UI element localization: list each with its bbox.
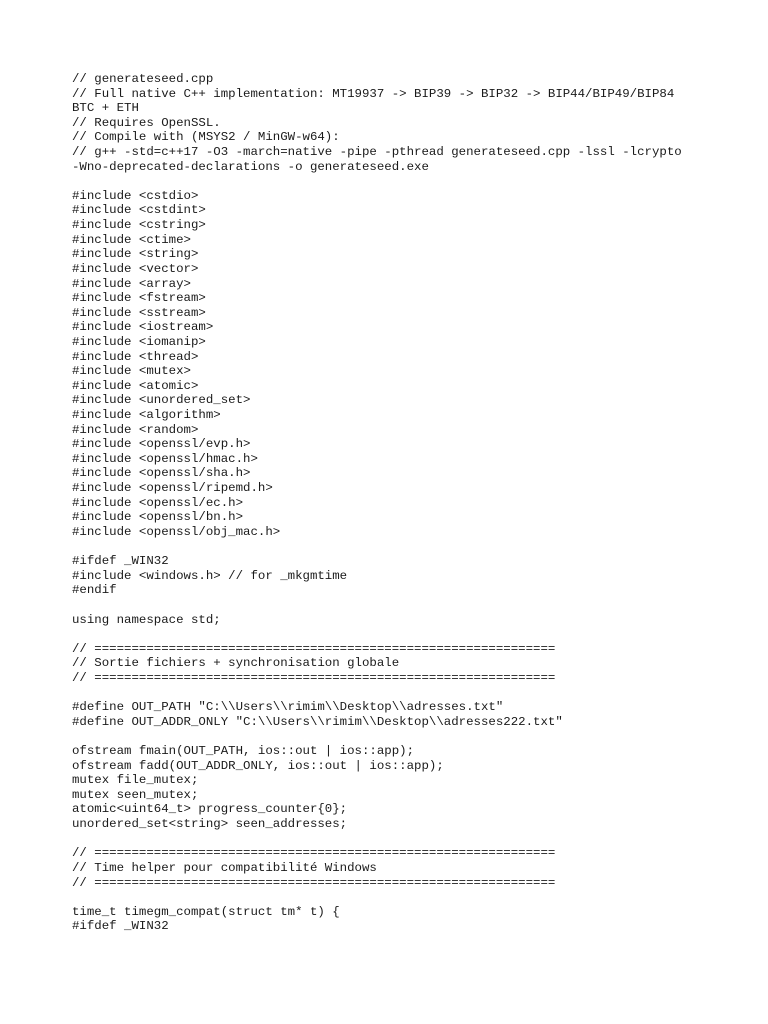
code-line: #include <cstring> xyxy=(72,218,206,233)
code-line: atomic<uint64_t> progress_counter{0}; xyxy=(72,802,348,817)
code-line: #include <openssl/ripemd.h> xyxy=(72,481,273,496)
code-line: #include <iomanip> xyxy=(72,334,206,349)
code-line: #include <random> xyxy=(72,422,199,437)
code-line: #include <openssl/hmac.h> xyxy=(72,451,258,466)
code-line: #define OUT_PATH "C:\\Users\\rimim\\Desktop\\adresses.txt" xyxy=(72,700,504,715)
code-line: ofstream fmain(OUT_PATH, ios::out | ios::app); xyxy=(72,744,415,759)
code-line: #include <windows.h> // for _mkgmtime xyxy=(72,568,348,583)
code-line: #include <ctime> xyxy=(72,232,191,247)
code-line: // Time helper pour compatibilité Windows xyxy=(72,860,377,875)
code-line: // ============================================================== xyxy=(72,641,556,656)
code-line: #include <sstream> xyxy=(72,305,206,320)
code-line: #ifdef _WIN32 xyxy=(72,554,169,569)
code-line: #include <array> xyxy=(72,276,191,291)
code-line: // Full native C++ implementation: MT19937 -> BIP39 -> BIP32 -> BIP44/BIP49/BIP84 xyxy=(72,86,675,101)
code-line: #include <openssl/ec.h> xyxy=(72,495,244,510)
code-line: #include <unordered_set> xyxy=(72,393,251,408)
code-line xyxy=(72,832,712,847)
code-line xyxy=(72,627,712,642)
code-line: #include <openssl/sha.h> xyxy=(72,466,251,481)
code-line: BTC + ETH xyxy=(72,101,139,116)
code-line: // Compile with (MSYS2 / MinGW-w64): xyxy=(72,130,340,145)
code-line: // ============================================================== xyxy=(72,875,556,890)
code-line: #ifdef _WIN32 xyxy=(72,919,169,934)
code-line xyxy=(72,598,712,613)
code-line: #include <openssl/evp.h> xyxy=(72,437,251,452)
code-line: #endif xyxy=(72,583,117,598)
code-line: mutex file_mutex; xyxy=(72,773,199,788)
code-line: // ============================================================== xyxy=(72,846,556,861)
code-line: // generateseed.cpp xyxy=(72,72,214,86)
code-line: unordered_set<string> seen_addresses; xyxy=(72,817,348,832)
code-line: -Wno-deprecated-declarations -o generateseed.exe xyxy=(72,159,429,174)
code-line: #include <mutex> xyxy=(72,364,191,379)
code-line xyxy=(72,540,712,555)
code-line xyxy=(72,686,712,701)
code-line: #include <atomic> xyxy=(72,378,199,393)
code-line xyxy=(72,174,712,189)
code-line: #include <iostream> xyxy=(72,320,214,335)
code-line: time_t timegm_compat(struct tm* t) { xyxy=(72,904,340,919)
code-line: #include <openssl/obj_mac.h> xyxy=(72,524,281,539)
code-line: #include <openssl/bn.h> xyxy=(72,510,244,525)
code-line: using namespace std; xyxy=(72,612,221,627)
code-line: mutex seen_mutex; xyxy=(72,787,199,802)
code-line: // Sortie fichiers + synchronisation globale xyxy=(72,656,400,671)
code-line: #include <vector> xyxy=(72,261,199,276)
code-line: ofstream fadd(OUT_ADDR_ONLY, ios::out | ios::app); xyxy=(72,758,444,773)
code-line: // g++ -std=c++17 -O3 -march=native -pipe -pthread generateseed.cpp -lssl -lcrypto xyxy=(72,145,682,160)
code-listing xyxy=(72,72,712,934)
code-line xyxy=(72,890,712,905)
code-line: #define OUT_ADDR_ONLY "C:\\Users\\rimim\\Desktop\\adresses222.txt" xyxy=(72,714,563,729)
code-line: #include <fstream> xyxy=(72,291,206,306)
code-line: #include <cstdio> xyxy=(72,188,199,203)
code-line: // ============================================================== xyxy=(72,670,556,685)
code-line: #include <string> xyxy=(72,247,199,262)
code-line: #include <thread> xyxy=(72,349,199,364)
code-line: // Requires OpenSSL. xyxy=(72,115,221,130)
code-line xyxy=(72,729,712,744)
code-line: #include <algorithm> xyxy=(72,408,221,423)
code-line: #include <cstdint> xyxy=(72,203,206,218)
